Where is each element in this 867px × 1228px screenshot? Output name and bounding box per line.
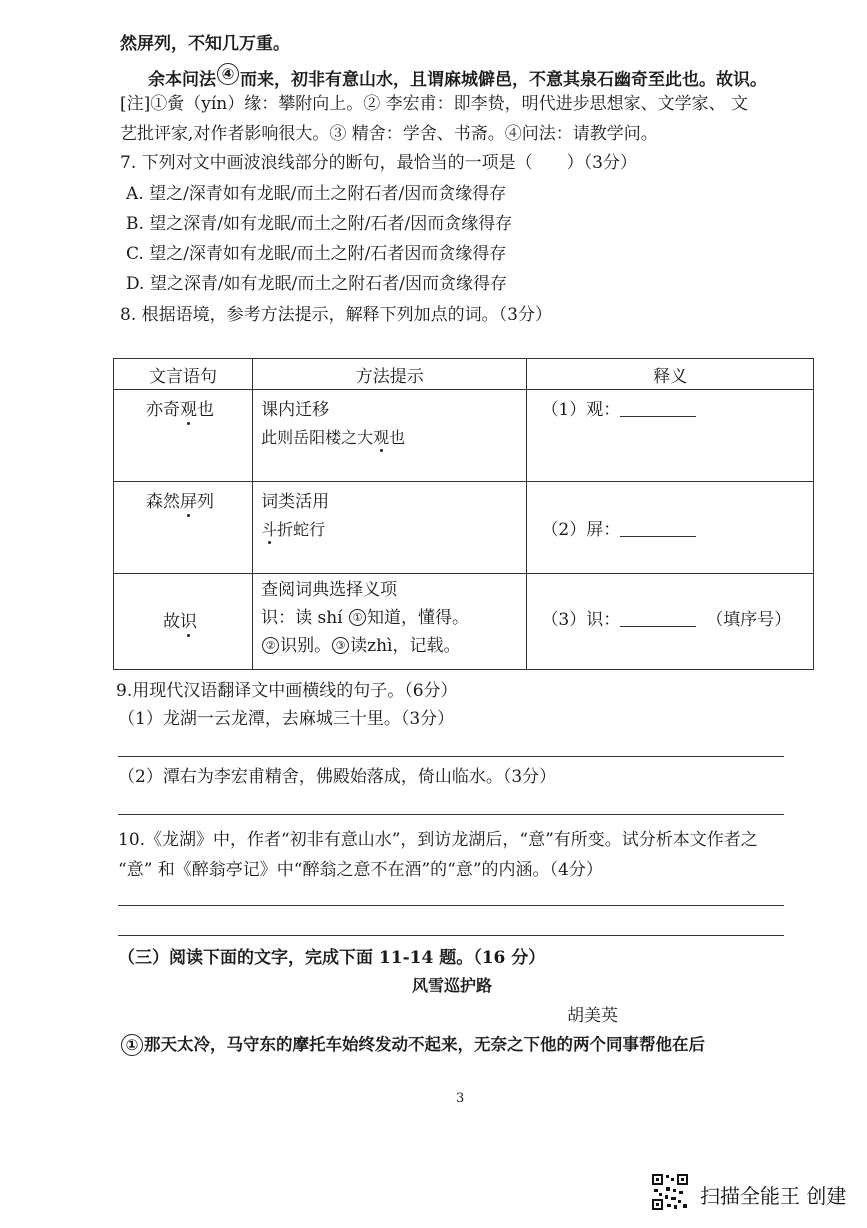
q9-answer-line-2[interactable]: [118, 814, 784, 815]
dotted-char: 观: [373, 428, 390, 447]
note-line-1: [注]①夤（yín）缘：攀附向上。② 李宏甫：即李贽，明代进步思想家、文学家、 文: [120, 94, 749, 114]
passage-line-2-b: 而来，初非有意山水，且谓麻城僻邑，不意其泉石幽奇至此也。故识。: [240, 70, 767, 90]
q7-option-a: A. 望之/深青如有龙眠/而土之附石者/因而贪缘得存: [126, 184, 507, 204]
footnote-mark: ④: [217, 63, 239, 85]
row1-meaning: （1）观：: [527, 390, 814, 482]
answer-blank[interactable]: [620, 402, 696, 417]
page-number: 3: [456, 1091, 465, 1106]
row2-meaning: （2）屏：: [527, 482, 814, 574]
q9-stem: 9.用现代汉语翻译文中画横线的句子。（6分）: [116, 681, 458, 701]
q10-line-2: “意” 和《醉翁亭记》中“醉翁之意不在酒”的“意”的内涵。（4分）: [118, 860, 603, 880]
note-line-2: 艺批评家,对作者影响很大。③ 精舍：学舍、书斋。④问法：请教学问。: [120, 124, 658, 144]
q7-option-b: B. 望之深青/如有龙眠/而土之附/石者/因而贪缘得存: [126, 214, 513, 234]
header-phrase: 文言语句: [114, 359, 253, 390]
header-method: 方法提示: [253, 359, 527, 390]
dotted-char: 斗: [261, 520, 278, 539]
dotted-char: 观: [180, 400, 198, 420]
dotted-char: 屏: [180, 492, 198, 512]
passage-line-2-a: 余本问法: [148, 70, 216, 90]
q7-option-c: C. 望之/深青如有龙眠/而土之附/石者因而贪缘得存: [126, 244, 507, 264]
q9-sub-1: （1）龙湖一云龙潭，去麻城三十里。（3分）: [118, 709, 455, 729]
section3-heading: （三）阅读下面的文字，完成下面 11-14 题。（16 分）: [118, 948, 546, 968]
row3-meaning: （3）识： （填序号）: [527, 574, 814, 670]
q8-table: [113, 358, 814, 670]
q10-answer-line-2[interactable]: [118, 935, 784, 936]
passage-line-1: 然屏列，不知几万重。: [120, 34, 290, 54]
q8-stem: 8. 根据语境，参考方法提示，解释下列加点的词。（3分）: [120, 305, 552, 325]
header-meaning: 释义: [527, 359, 814, 390]
answer-blank[interactable]: [620, 522, 696, 537]
table-row: [114, 390, 814, 482]
article-title: 风雪巡护路: [412, 976, 493, 995]
qr-code-icon: [651, 1173, 689, 1211]
q10-answer-line-1[interactable]: [118, 905, 784, 906]
row2-phrase: 森然屏列: [114, 482, 253, 574]
article-paragraph-1: ① 那天太冷，马守东的摩托车始终发动不起来，无奈之下他的两个同事帮他在后: [120, 1034, 705, 1056]
scanner-brand: 扫描全能王 创建: [700, 1184, 847, 1208]
passage-line-2: [148, 63, 767, 91]
row2-method: 词类活用 斗折蛇行: [253, 482, 527, 574]
table-header-row: [114, 359, 814, 390]
q9-sub-2: （2）潭右为李宏甫精舍，佛殿始落成，倚山临水。（3分）: [118, 767, 557, 787]
table-row: [114, 574, 814, 670]
q10-line-1: 10.《龙湖》中，作者“初非有意山水”，到访龙湖后，“意”有所变。试分析本文作者之: [118, 830, 758, 850]
table-row: [114, 482, 814, 574]
q7-option-d: D. 望之深青/如有龙眠/而土之附石者/因而贪缘得存: [126, 274, 508, 294]
dotted-char: 识: [180, 612, 198, 632]
row1-method: 课内迁移 此则岳阳楼之大观也: [253, 390, 527, 482]
q9-answer-line-1[interactable]: [118, 756, 784, 757]
answer-blank[interactable]: [620, 612, 696, 627]
q7-stem: 7. 下列对文中画波浪线部分的断句，最恰当的一项是（ ）（3分）: [120, 153, 637, 173]
row3-phrase: 故识: [114, 574, 253, 670]
row1-phrase: 亦奇观也: [114, 390, 253, 482]
row3-method: 查阅词典选择义项 识：读 shí ① 知道，懂得。 ② 识别。 ③ 读zhì，记载。: [253, 574, 527, 670]
article-author: 胡美英: [567, 1006, 618, 1026]
